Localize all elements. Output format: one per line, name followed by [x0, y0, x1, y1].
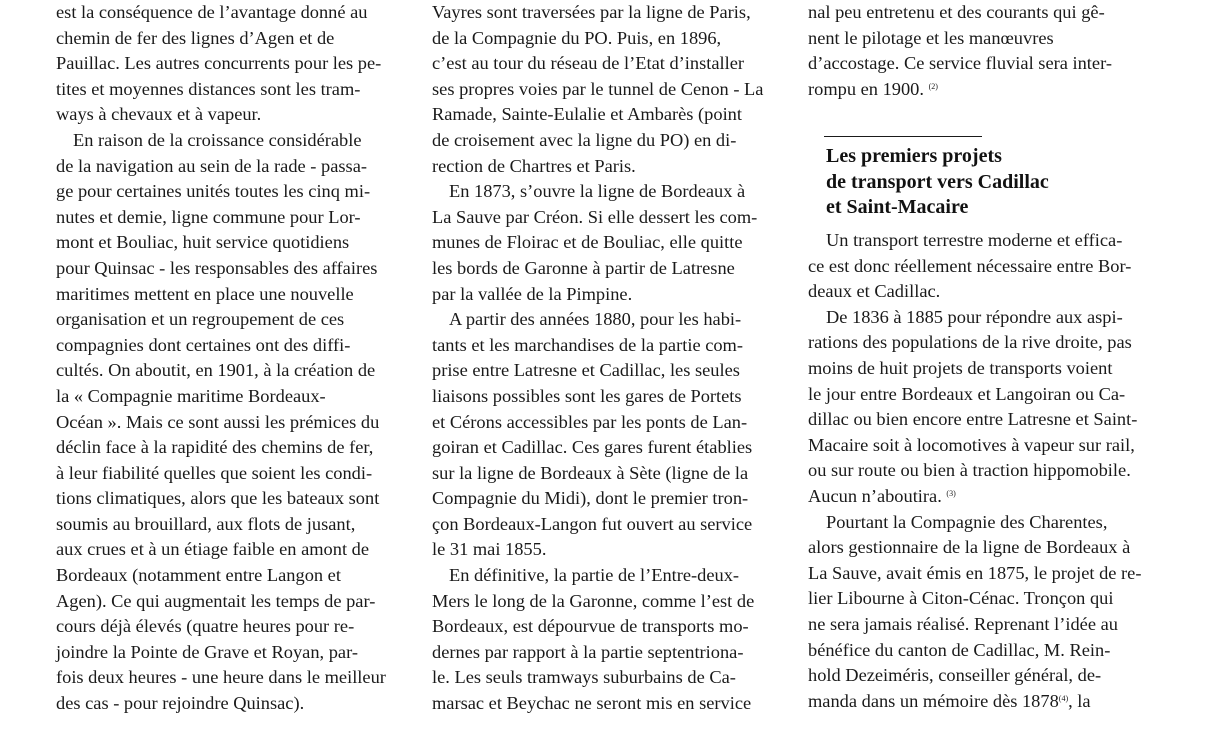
- text-line: soumis au brouillard, aux flots de jusant,: [56, 513, 356, 534]
- text-line: déclin face à la rapidité des chemins de fer,: [56, 437, 374, 458]
- column-3-top: [808, 0, 1156, 102]
- text-line: De 1836 à 1885 pour répondre aux aspi-: [826, 306, 1123, 327]
- text-line: Mers le long de la Garonne, comme l’est de: [432, 590, 755, 611]
- text-line: aux crues et à un étiage faible en amont de: [56, 539, 370, 560]
- text-line: cultés. On aboutit, en 1901, à la création de: [56, 360, 376, 381]
- text-line: à leur fiabilité quelles que soient les condi-: [56, 462, 373, 483]
- text-line: d’accostage. Ce service fluvial sera inter-: [808, 53, 1112, 74]
- text-line: organisation et un regroupement de ces: [56, 309, 345, 330]
- text-line: maritimes mettent en place une nouvelle: [56, 283, 354, 304]
- text-line: la « Compagnie maritime Bordeaux-: [56, 385, 326, 406]
- column-3-body: [808, 228, 1156, 714]
- text-line: lier Libourne à Citon-Cénac. Tronçon qui: [808, 588, 1114, 609]
- section-rule: [824, 136, 982, 137]
- text-line: Pourtant la Compagnie des Charentes,: [826, 511, 1108, 532]
- text-line: dillac ou bien encore entre Latresne et Saint-: [808, 409, 1138, 430]
- text-line: En définitive, la partie de l’Entre-deux-: [449, 565, 740, 586]
- text-line-content: rompu en 1900.: [808, 78, 924, 99]
- text-line: hold Dezeiméris, conseiller général, de-: [808, 665, 1102, 686]
- text-line: Macaire soit à locomotives à vapeur sur rail,: [808, 434, 1135, 455]
- text-line: les bords de Garonne à partir de Latresne: [432, 257, 735, 278]
- text-line: Bordeaux (notamment entre Langon et: [56, 565, 341, 586]
- text-line: nal peu entretenu et des courants qui gê-: [808, 2, 1105, 22]
- text-line: Océan ». Mais ce sont aussi les prémices du: [56, 411, 380, 432]
- column-1: [56, 0, 405, 717]
- footnote-ref: (3): [946, 488, 956, 498]
- text-line: deaux et Cadillac.: [808, 281, 941, 302]
- text-line: de la Compagnie du PO. Puis, en 1896,: [432, 27, 722, 48]
- footnote-ref: (4): [1058, 693, 1069, 703]
- text-line: ways à chevaux et à vapeur.: [56, 104, 262, 125]
- text-line: tions climatiques, alors que les bateaux sont: [56, 488, 380, 509]
- text-line: sur la ligne de Bordeaux à Sète (ligne de la: [432, 462, 749, 483]
- text-line: le jour entre Bordeaux et Langoiran ou Ca-: [808, 383, 1126, 404]
- text-line: de la navigation au sein de la rade - passa-: [56, 155, 367, 176]
- text-line: cours déjà élevés (quatre heures pour re-: [56, 616, 355, 637]
- text-line: nutes et demie, ligne commune pour Lor-: [56, 206, 361, 227]
- text-line: Ramade, Sainte-Eulalie et Ambarès (point: [432, 104, 742, 125]
- text-line: La Sauve par Créon. Si elle dessert les com-: [432, 206, 758, 227]
- text-line: ce est donc réellement nécessaire entre Bor-: [808, 255, 1132, 276]
- text-line: nent le pilotage et les manœuvres: [808, 27, 1054, 48]
- text-line: ne sera jamais réalisé. Reprenant l’idée au: [808, 613, 1118, 634]
- text-line: joindre la Pointe de Grave et Royan, par-: [56, 641, 358, 662]
- text-line-content: manda dans un mémoire dès 1878: [808, 690, 1059, 711]
- text-line: marsac et Beychac ne seront mis en service: [432, 693, 752, 714]
- text-line: Agen). Ce qui augmentait les temps de par-: [56, 590, 376, 611]
- text-line: [808, 689, 1156, 715]
- heading-line: de transport vers Cadillac: [826, 170, 1049, 193]
- text-line: [808, 77, 1156, 103]
- text-line: prise entre Latresne et Cadillac, les seules: [432, 360, 740, 381]
- text-line: et Cérons accessibles par les ponts de Lan-: [432, 411, 748, 432]
- text-line: moins de huit projets de transports voient: [808, 357, 1113, 378]
- text-line: est la conséquence de l’avantage donné au: [56, 2, 368, 22]
- text-line: fois deux heures - une heure dans le meilleur: [56, 667, 386, 688]
- text-line: chemin de fer des lignes d’Agen et de: [56, 27, 335, 48]
- text-line: compagnies dont certaines ont des diffi-: [56, 334, 351, 355]
- text-line: dernes par rapport à la partie septentriona-: [432, 641, 744, 662]
- text-line: Bordeaux, est dépourvue de transports mo-: [432, 616, 749, 637]
- text-line: pour Quinsac - les responsables des affaires: [56, 257, 378, 278]
- footnote-ref: (2): [928, 81, 938, 91]
- section-heading: [826, 144, 1156, 221]
- text-line: ge pour certaines unités toutes les cinq mi-: [56, 181, 371, 202]
- text-line: des cas - pour rejoindre Quinsac).: [56, 693, 305, 714]
- text-line: En 1873, s’ouvre la ligne de Bordeaux à: [449, 181, 746, 202]
- text-line: Un transport terrestre moderne et effica-: [826, 230, 1123, 250]
- text-line: c’est au tour du réseau de l’Etat d’installer: [432, 53, 745, 74]
- text-line-content: Aucun n’aboutira.: [808, 485, 942, 506]
- text-line: Compagnie du Midi), dont le premier tron-: [432, 488, 749, 509]
- text-line: rection de Chartres et Paris.: [432, 155, 636, 176]
- text-line: Vayres sont traversées par la ligne de Paris,: [432, 2, 751, 22]
- text-line: de croisement avec la ligne du PO) en di-: [432, 129, 737, 150]
- text-line: alors gestionnaire de la ligne de Bordeaux à: [808, 537, 1131, 558]
- column-2: [432, 0, 780, 717]
- text-line: En raison de la croissance considérable: [73, 129, 362, 150]
- heading-line: et Saint-Macaire: [826, 196, 969, 219]
- text-line: [808, 484, 1156, 510]
- text-line: La Sauve, avait émis en 1875, le projet de re-: [808, 562, 1142, 583]
- text-line: mont et Bouliac, huit service quotidiens: [56, 232, 350, 253]
- text-line: goiran et Cadillac. Ces gares furent établies: [432, 437, 753, 458]
- text-line: par la vallée de la Pimpine.: [432, 283, 633, 304]
- text-line: ses propres voies par le tunnel de Cenon - La: [432, 78, 764, 99]
- text-line: rations des populations de la rive droite, pas: [808, 332, 1132, 353]
- text-line: tants et les marchandises de la partie com-: [432, 334, 743, 355]
- text-line: Pauillac. Les autres concurrents pour les pe-: [56, 53, 382, 74]
- text-line: tites et moyennes distances sont les tram-: [56, 78, 361, 99]
- text-line: le. Les seuls tramways suburbains de Ca-: [432, 667, 736, 688]
- text-line: munes de Floirac et de Bouliac, elle quitte: [432, 232, 743, 253]
- text-line: bénéfice du canton de Cadillac, M. Rein-: [808, 639, 1111, 660]
- text-line: çon Bordeaux-Langon fut ouvert au service: [432, 513, 753, 534]
- text-line: liaisons possibles sont les gares de Portets: [432, 385, 742, 406]
- text-line: le 31 mai 1855.: [432, 539, 547, 560]
- heading-line: Les premiers projets: [826, 145, 1002, 167]
- text-line-tail: , la: [1068, 690, 1091, 711]
- text-line: ou sur route ou bien à traction hippomobile.: [808, 460, 1131, 481]
- text-line: A partir des années 1880, pour les habi-: [449, 309, 742, 330]
